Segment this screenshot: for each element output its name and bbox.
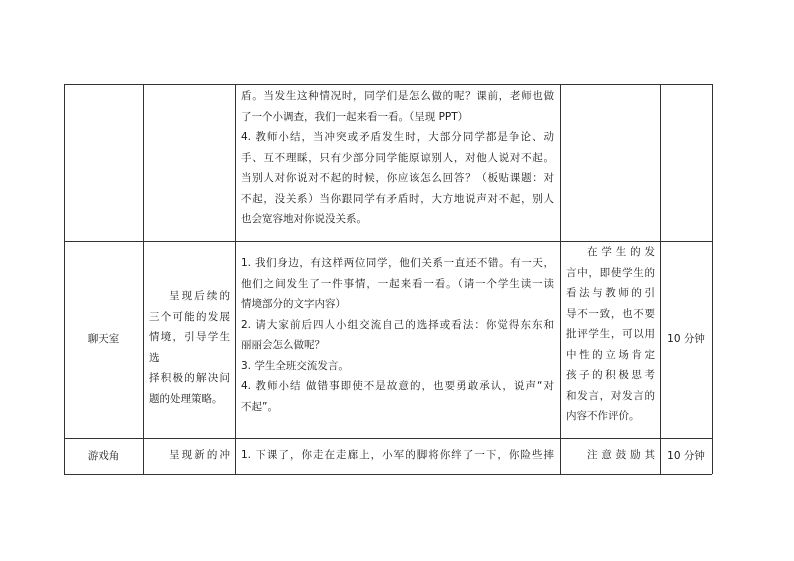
row2-purpose-line: 题的处理策略。 <box>149 392 223 405</box>
row2-line: 3. 学生全班交流发言。 <box>241 359 349 372</box>
col-divider-1 <box>143 84 144 474</box>
row1-line: 也会宽容地对你说没关系。 <box>241 213 367 225</box>
row1-content <box>241 86 554 230</box>
row3-note-line: 注意鼓励其 <box>587 449 655 461</box>
row2-note-line: 和发言，对发言的 <box>566 389 655 402</box>
row2-line: 2. 请大家前后四人小组交流自己的选择或看法：你觉得东东和 <box>241 318 554 331</box>
row2-purpose-line: 情境，引导学生选 <box>149 331 230 364</box>
table-border-bottom <box>64 474 712 475</box>
row2-note-line: 在学生的发 <box>587 246 655 258</box>
row2-note <box>566 242 655 427</box>
row2-line: 他们之间发生了一件事情，一起来看一看。（请一个学生读一读 <box>241 277 554 290</box>
row2-line: 4. 教师小结 做错事即使不是故意的，也要勇敢承认，说声“对 <box>241 380 554 392</box>
table-border-top <box>64 84 712 85</box>
row2-line: 1. 我们身边，有这样两位同学，他们关系一直还不错。有一天， <box>241 257 554 269</box>
row2-line: 情境部分的文字内容） <box>241 298 346 310</box>
row2-purpose-line: 三个可能的发展 <box>149 310 230 323</box>
row3-section-label: 游戏角 <box>87 449 120 462</box>
lesson-plan-table <box>64 84 712 474</box>
row2-note-line: 中性的立场肯定 <box>566 348 655 361</box>
row2-purpose <box>149 286 230 409</box>
row3-content <box>241 445 554 466</box>
row2-time: 10 分钟 <box>667 333 705 346</box>
col-divider-2 <box>235 84 236 474</box>
row3-line: 1. 下课了，你走在走廊上，小军的脚将你绊了一下，你险些摔 <box>241 449 554 461</box>
row2-content <box>241 253 554 417</box>
row1-line: 手、互不理睬，只有少部分同学能原谅别人，对他人说对不起。 <box>241 151 554 164</box>
row2-note-line: 批评学生，可以用 <box>566 328 655 340</box>
row2-note-line: 孩子的积极思考 <box>566 369 655 381</box>
row3-time: 10 分钟 <box>667 449 705 462</box>
row2-line: 不起”。 <box>241 400 278 413</box>
row3-note <box>587 445 655 466</box>
row2-note-line: 言中，即使学生的 <box>566 266 655 279</box>
row2-purpose-line: 择积极的解决问 <box>149 372 230 384</box>
row1-line: 盾。当发生这种情况时，同学们是怎么做的呢？课前，老师也做 <box>241 90 554 102</box>
row2-line: 丽丽会怎么做呢？ <box>241 339 325 351</box>
row2-section-label: 聊天室 <box>87 333 120 346</box>
row2-note-line: 内容不作评价。 <box>566 410 640 422</box>
row1-line: 当别人对你说对不起的时候，你应该怎么回答？（板贴课题：对 <box>241 172 554 184</box>
row1-line: 了一个小调查，我们一起来看一看。（呈现 PPT） <box>241 110 469 123</box>
row3-purpose-line: 呈现新的冲 <box>169 449 230 461</box>
row1-line: 不起，没关系）当你跟同学有矛盾时，大方地说声对不起，别人 <box>241 192 554 205</box>
row3-purpose <box>169 445 230 466</box>
row2-purpose-line: 呈现后续的 <box>169 290 230 302</box>
row2-note-line: 导不一致，也不要 <box>566 307 655 320</box>
col-divider-5 <box>712 84 713 474</box>
col-divider-3 <box>560 84 561 474</box>
row1-line: 4. 教师小结，当冲突或矛盾发生时，大部分同学都是争论、动 <box>241 131 554 143</box>
row2-note-line: 看法与教师的引 <box>566 287 655 299</box>
row-divider-2 <box>64 438 712 439</box>
